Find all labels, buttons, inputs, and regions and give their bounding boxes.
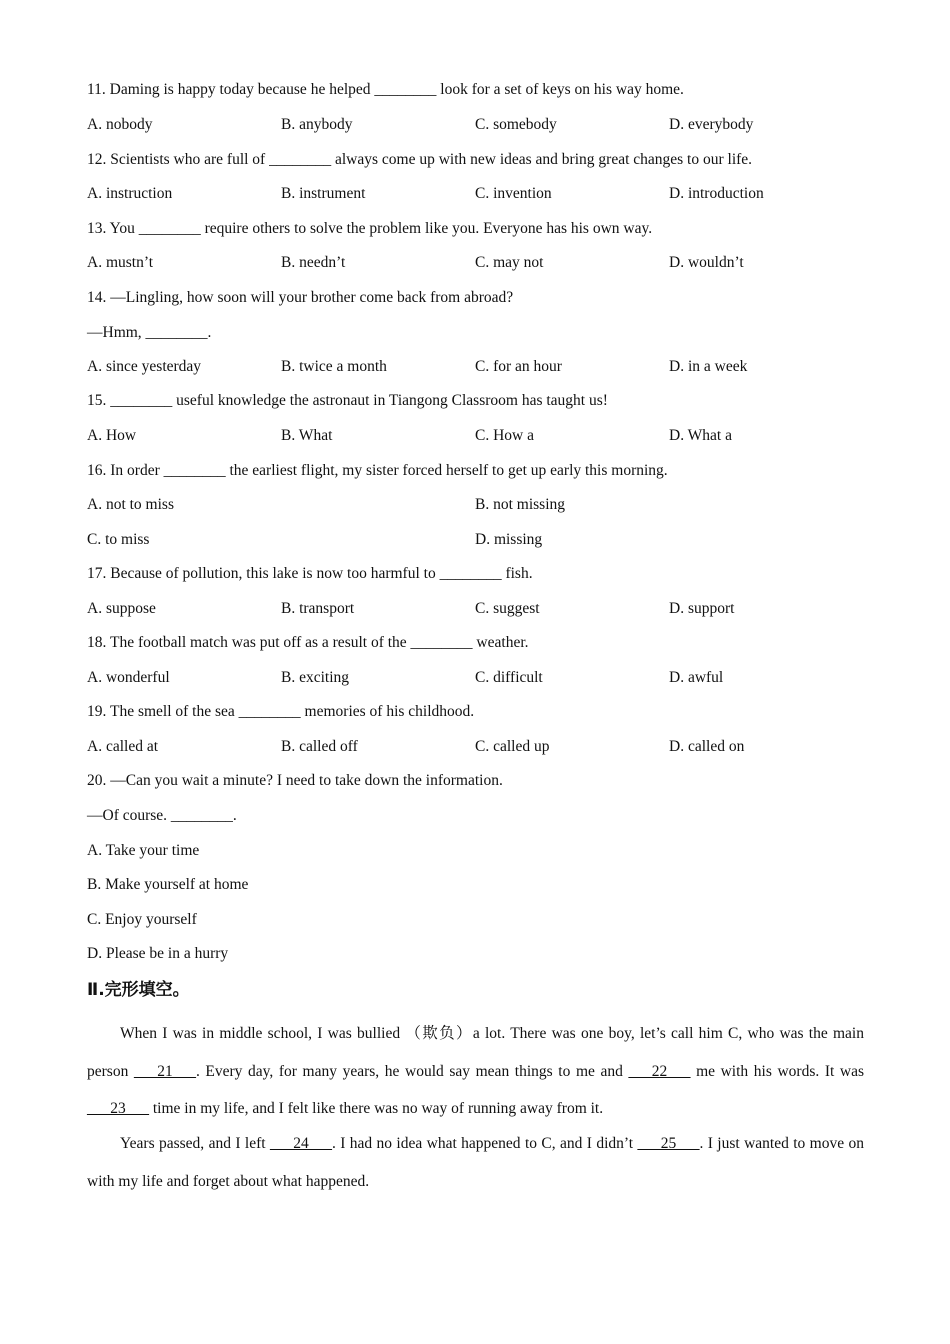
question-13: 13. You ________ require others to solve the problem like you. Everyone has his own way.: [87, 220, 653, 237]
passage-text: . I just wanted to move on with my life and forget about what happened.: [87, 1135, 864, 1190]
question-12: 12. Scientists who are full of ________ always come up with new ideas and bring great changes to our life.: [87, 151, 753, 168]
question-14-response: —Hmm, ________.: [87, 324, 212, 341]
option-19c: C. called up: [475, 738, 550, 755]
passage-text: When I was in middle school, I was bullied （欺负）a lot. There was one boy, let’s call him C, who was the main person: [87, 1025, 864, 1080]
blank-23: ___23___: [87, 1100, 149, 1117]
option-15c: C. How a: [475, 427, 534, 444]
option-17d: D. support: [669, 600, 735, 617]
option-12c: C. invention: [475, 185, 552, 202]
question-20-response: —Of course. ________.: [87, 807, 237, 824]
option-17c: C. suggest: [475, 600, 540, 617]
option-14c: C. for an hour: [475, 358, 562, 375]
option-15d: D. What a: [669, 427, 732, 444]
blank-21: ___21___: [133, 1062, 196, 1080]
option-16d: D. missing: [475, 531, 543, 548]
passage-paragraph-1: [87, 1015, 864, 1128]
option-13a: A. mustn’t: [87, 254, 154, 271]
question-15: 15. ________ useful knowledge the astronaut in Tiangong Classroom has taught us!: [87, 392, 608, 409]
option-12d: D. introduction: [669, 185, 764, 202]
option-15b: B. What: [281, 427, 333, 444]
option-18a: A. wonderful: [87, 669, 170, 686]
option-18d: D. awful: [669, 669, 724, 686]
option-20a: A. Take your time: [87, 842, 200, 859]
option-11d: D. everybody: [669, 116, 754, 133]
option-19d: D. called on: [669, 738, 745, 755]
option-11b: B. anybody: [281, 116, 353, 133]
option-15a: A. How: [87, 427, 137, 444]
passage-text: . Every day, for many years, he would say mean things to me and: [195, 1062, 629, 1080]
blank-24: ___24___: [269, 1135, 332, 1152]
option-14d: D. in a week: [669, 358, 748, 375]
option-16c: C. to miss: [87, 531, 150, 548]
passage-paragraph-2: [87, 1125, 864, 1200]
question-19: 19. The smell of the sea ________ memories of his childhood.: [87, 703, 475, 720]
option-19a: A. called at: [87, 738, 159, 755]
option-13c: C. may not: [475, 254, 544, 271]
option-20c: C. Enjoy yourself: [87, 911, 197, 928]
question-11: 11. Daming is happy today because he helped ________ look for a set of keys on his way home.: [87, 81, 684, 98]
option-16a: A. not to miss: [87, 496, 174, 513]
passage-text: . I had no idea what happened to C, and I didn’t: [331, 1135, 638, 1152]
passage-text: me with his words. It was: [690, 1062, 865, 1080]
blank-22: ___22___: [628, 1062, 691, 1080]
section-heading: Ⅱ.完形填空。: [87, 980, 190, 1000]
option-16b: B. not missing: [475, 496, 566, 513]
option-20b: B. Make yourself at home: [87, 876, 249, 893]
question-18: 18. The football match was put off as a result of the ________ weather.: [87, 634, 529, 651]
option-12a: A. instruction: [87, 185, 173, 202]
question-14: 14. —Lingling, how soon will your brother come back from abroad?: [87, 289, 514, 306]
option-14a: A. since yesterday: [87, 358, 202, 375]
option-13d: D. wouldn’t: [669, 254, 744, 271]
question-20: 20. —Can you wait a minute? I need to take down the information.: [87, 772, 503, 789]
question-16: 16. In order ________ the earliest flight, my sister forced herself to get up early this morning.: [87, 462, 668, 479]
option-13b: B. needn’t: [281, 254, 346, 271]
option-17b: B. transport: [281, 600, 355, 617]
option-20d: D. Please be in a hurry: [87, 945, 229, 962]
passage-text: Years passed, and I left: [120, 1135, 270, 1152]
passage-text: time in my life, and I felt like there was no way of running away from it.: [149, 1100, 604, 1117]
option-11c: C. somebody: [475, 116, 557, 133]
option-12b: B. instrument: [281, 185, 366, 202]
blank-25: ___25___: [637, 1135, 700, 1152]
option-11a: A. nobody: [87, 116, 153, 133]
option-18c: C. difficult: [475, 669, 543, 686]
option-17a: A. suppose: [87, 600, 156, 617]
question-17: 17. Because of pollution, this lake is now too harmful to ________ fish.: [87, 565, 533, 582]
option-19b: B. called off: [281, 738, 358, 755]
option-18b: B. exciting: [281, 669, 350, 686]
option-14b: B. twice a month: [281, 358, 387, 375]
